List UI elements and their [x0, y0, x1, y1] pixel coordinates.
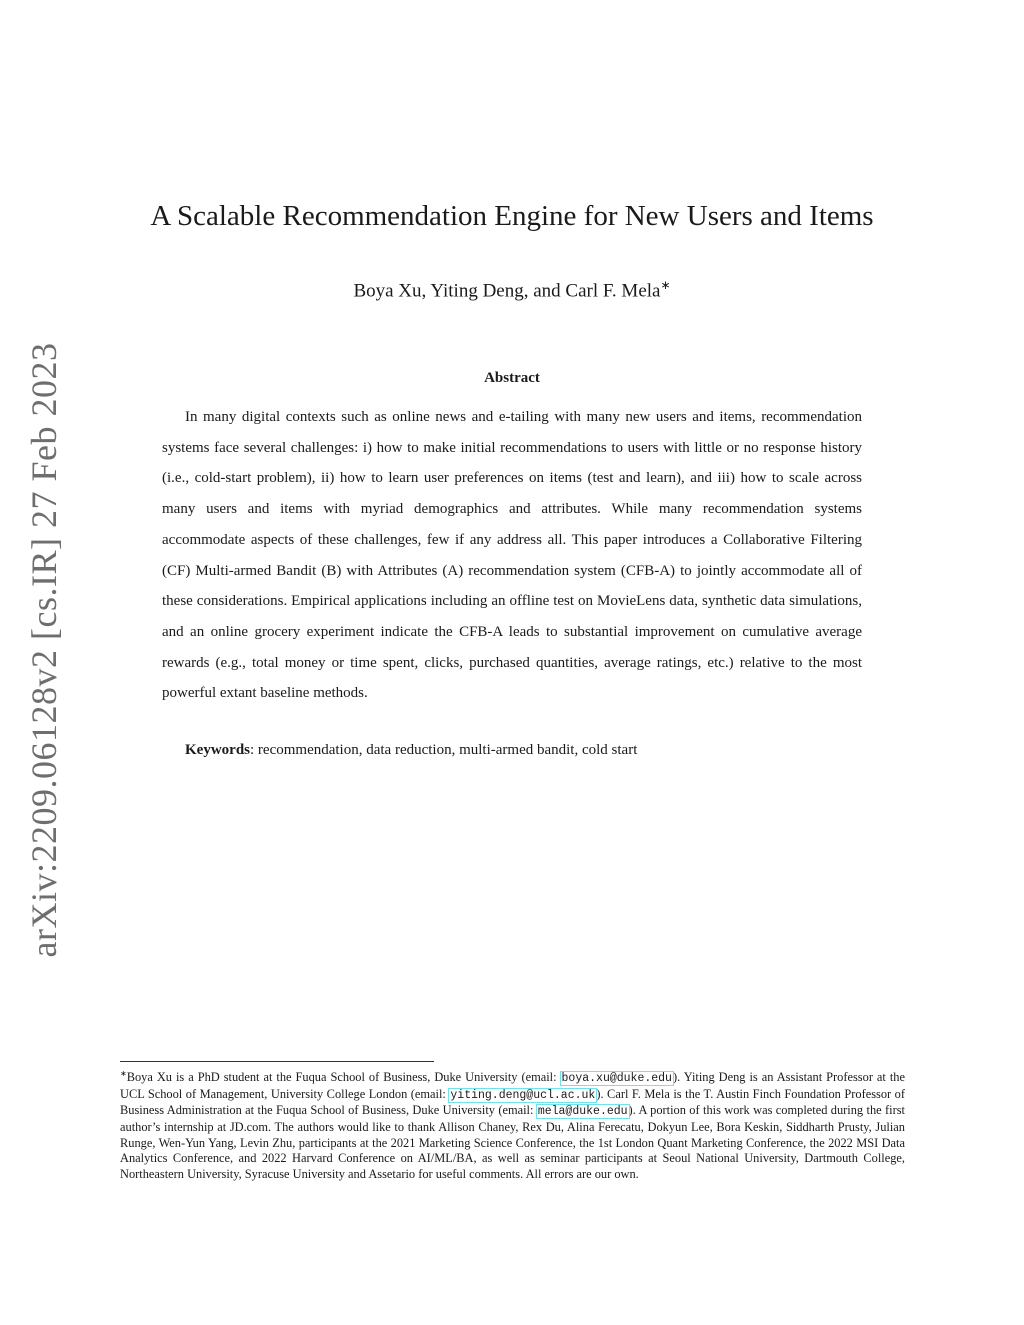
footnote-text-4: ). A portion of this work was completed during the first author’s internship at JD.com. The authors would like to thank Allison Chaney, Rex Du, Alina Ferecatu, Dokyun Lee, Bora Keskin, Siddharth Prusty, Julian Runge, Wen-Yun Yang, Levin Zhu, participants at the 2021 Marketing Science Conference, the 1st London Quant Marketing Conference, the 2022 MSI Data Analytics Conference, and 2022 Harvard Conference on AI/ML/BA, as well as seminar participants at Seoul National University, Dartmouth College, Northeastern University, Syracuse University and Assetario for useful comments. All errors are our own. — [120, 1103, 905, 1181]
arxiv-identifier-stamp: arXiv:2209.06128v2 [cs.IR] 27 Feb 2023 — [24, 342, 64, 958]
email-link-deng[interactable]: yiting.deng@ucl.ac.uk — [450, 1088, 596, 1102]
keywords-text: : recommendation, data reduction, multi-armed bandit, cold start — [250, 742, 638, 758]
keywords-label: Keywords — [185, 742, 250, 758]
footnote-text-2: ). Yiting Deng is an Assistant Professor at the UCL School of Management, University College London (email: — [120, 1070, 905, 1101]
email-link-mela[interactable]: mela@duke.edu — [537, 1105, 628, 1119]
author-names: Boya Xu, Yiting Deng, and Carl F. Mela — [353, 280, 661, 302]
author-list — [0, 278, 1024, 302]
author-footnote-mark: ∗ — [660, 278, 671, 292]
email-link-xu[interactable]: boya.xu@duke.edu — [561, 1072, 672, 1086]
paper-title: A Scalable Recommendation Engine for New Users and Items — [150, 200, 874, 232]
footnote-mark: ∗ — [120, 1069, 127, 1078]
keywords-line — [185, 742, 865, 759]
abstract-text: In many digital contexts such as online news and e-tailing with many new users and items, recommendation systems face several challenges: i) how to make initial recommendations to users with little or no response history (i.e., cold-start problem), ii) how to learn user preferences on items (test and learn), and iii) how to scale across many users and items with myriad demographics and attributes. While many recommendation systems accommodate aspects of these challenges, few if any address all. This paper introduces a Collaborative Filtering (CF) Multi-armed Bandit (B) with Attributes (A) recommendation system (CFB-A) to jointly accommodate all of these considerations. Empirical applications including an offline test on MovieLens data, synthetic data simulations, and an online grocery experiment indicate the CFB-A leads to substantial improvement on cumulative average rewards (e.g., total money or time spent, clicks, purchased quantities, average ratings, etc.) relative to the most powerful extant baseline methods. — [162, 409, 862, 702]
footnote-text-1: Boya Xu is a PhD student at the Fuqua School of Business, Duke University (email: — [126, 1070, 561, 1085]
footnote-rule — [120, 1061, 434, 1062]
abstract-heading: Abstract — [484, 370, 540, 386]
footnote-text-3: ). Carl F. Mela is the T. Austin Finch Foundation Professor of Business Administration at the Fuqua School of Business, Duke University (email: — [120, 1086, 906, 1118]
abstract-body — [162, 402, 862, 709]
author-footnote — [120, 1066, 905, 1182]
